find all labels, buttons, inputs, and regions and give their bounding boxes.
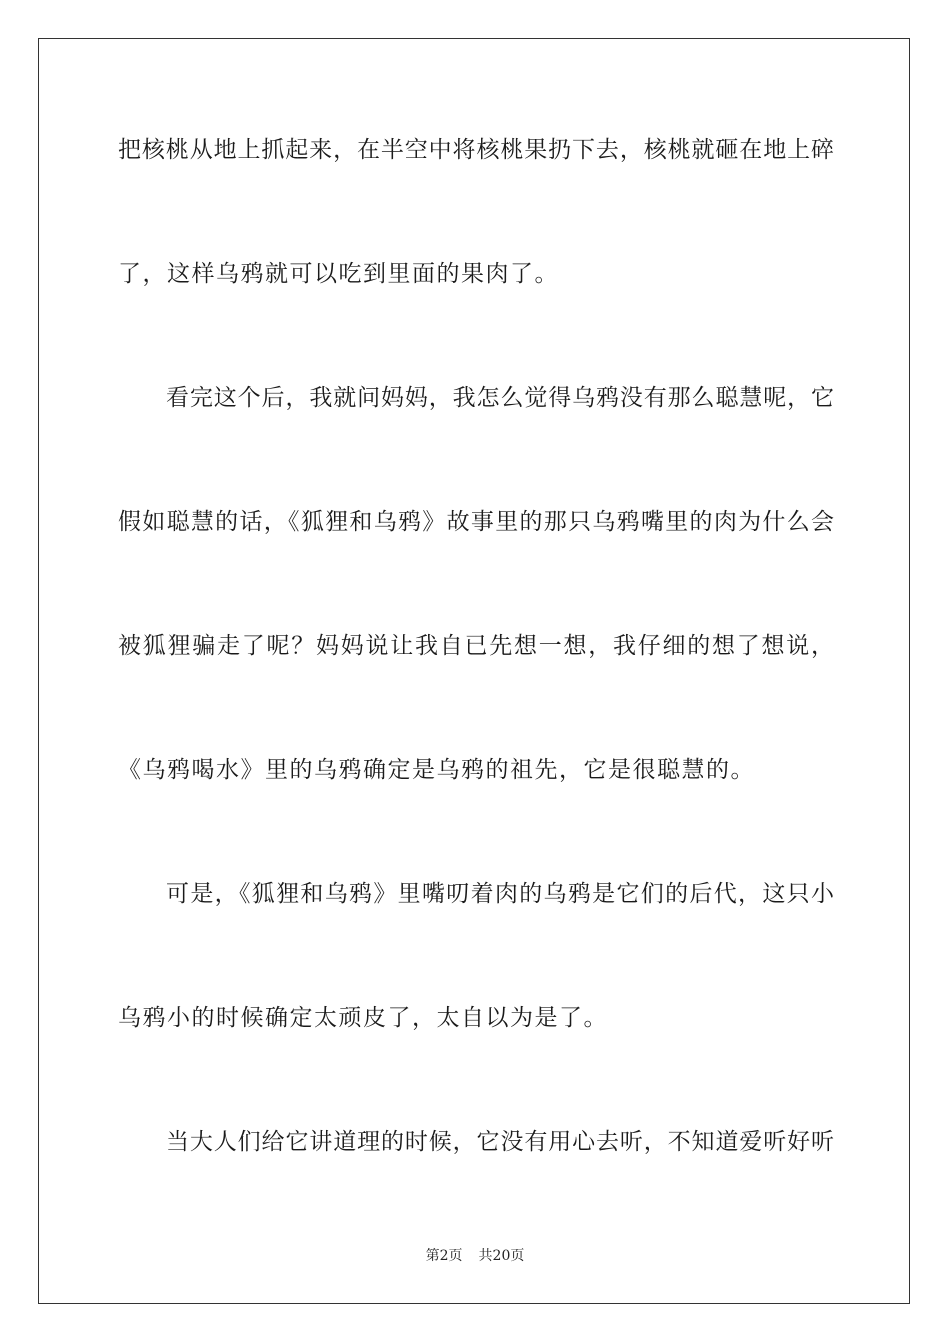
page-footer	[0, 1247, 950, 1265]
page-total: 共20页	[478, 1248, 525, 1264]
text-line-7: 可是，《狐狸和乌鸦》里嘴叨着肉的乌鸦是它们的后代，这只小	[166, 881, 834, 907]
text-line-8: 乌鸦小的时候确定太顽皮了，太自以为是了。	[118, 1005, 608, 1031]
text-line-5: 被狐狸骗走了呢？妈妈说让我自已先想一想，我仔细的想了想说，	[118, 633, 834, 659]
text-line-9: 当大人们给它讲道理的时候，它没有用心去听，不知道爱听好听	[166, 1129, 834, 1155]
text-line-1: 把核桃从地上抓起来，在半空中将核桃果扔下去，核桃就砸在地上碎	[118, 137, 834, 163]
text-line-2: 了，这样乌鸦就可以吃到里面的果肉了。	[118, 261, 559, 287]
text-line-4: 假如聪慧的话，《狐狸和乌鸦》故事里的那只乌鸦嘴里的肉为什么会	[118, 509, 834, 535]
text-line-3: 看完这个后，我就问妈妈，我怎么觉得乌鸦没有那么聪慧呢，它	[166, 385, 834, 411]
page-border	[38, 38, 910, 1304]
page-number: 第2页	[425, 1248, 463, 1264]
text-line-6: 《乌鸦喝水》里的乌鸦确定是乌鸦的祖先，它是很聪慧的。	[118, 757, 755, 783]
